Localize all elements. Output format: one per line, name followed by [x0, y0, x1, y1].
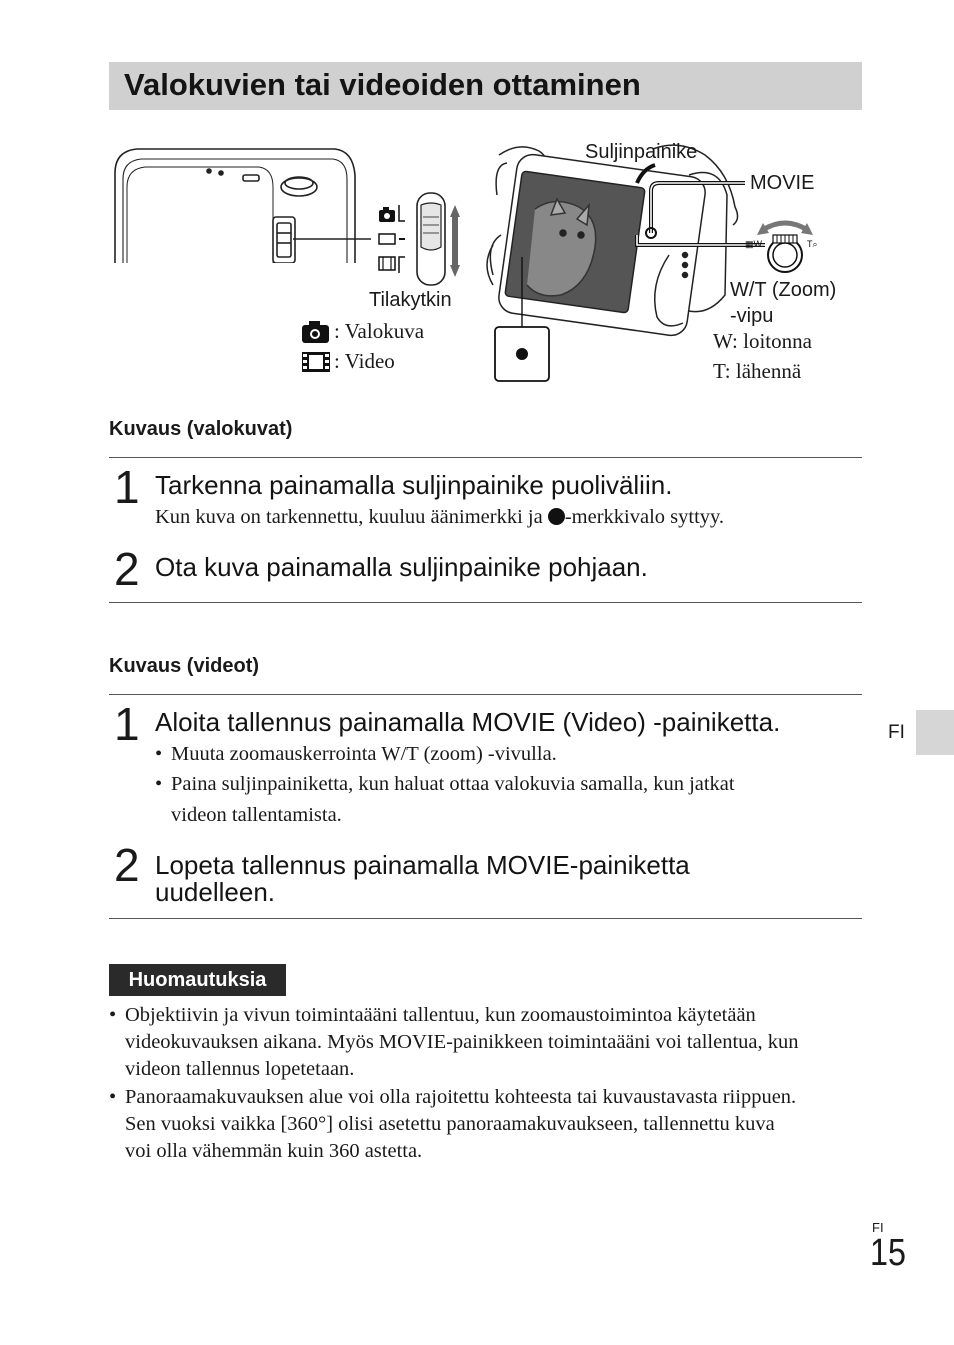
- svg-text:T⌕: T⌕: [807, 239, 818, 249]
- step-number: 1: [114, 461, 140, 513]
- photo-mode-label: : Valokuva: [334, 319, 425, 343]
- page-title: Valokuvien tai videoiden ottaminen: [124, 67, 641, 102]
- divider: [109, 457, 862, 458]
- note-item: • Panoraamakuvauksen alue voi olla rajoitettu kohteesta tai kuvaustavasta riippuen. Sen vuoksi vaikka [360°] olisi asetettu panoraamakuvaukseen, tallennettu kuva voi olla vähemmän kuin 360 astetta.: [109, 1086, 797, 1162]
- step-text-continuation: uudelleen.: [155, 877, 275, 907]
- page-language: FI: [872, 1220, 884, 1235]
- camera-back-view: [115, 149, 355, 265]
- zoom-w-label: W: loitonna: [713, 329, 812, 353]
- step-text: Lopeta tallennus painamalla MOVIE-painiketta: [155, 850, 690, 880]
- panorama-icon: [379, 234, 405, 244]
- note-item: • Objektiivin ja vivun toimintaääni tallentuu, kun zoomaustoimintoa käytetään videokuvauksen aikana. Myös MOVIE-painikkeen toimintaääni voi tallentua, kun videon tallennus lopetetaan.: [109, 1004, 799, 1080]
- zoom-lever-label: W/T (Zoom): [730, 279, 837, 301]
- video-mode-label: : Video: [334, 349, 395, 373]
- step-text: Tarkenna painamalla suljinpainike puoliväliin.: [155, 470, 673, 500]
- svg-text:▦W: ▦W: [745, 239, 762, 249]
- photos-heading: Kuvaus (valokuvat): [109, 418, 293, 440]
- film-icon: [301, 350, 331, 374]
- zoom-lever: [745, 223, 818, 272]
- film-icon: [379, 257, 405, 273]
- page-number: 15: [870, 1232, 906, 1274]
- language-tab: [916, 710, 954, 755]
- zoom-t-label: T: lähennä: [713, 359, 802, 383]
- divider: [109, 602, 862, 603]
- step-number: 2: [114, 543, 140, 595]
- mode-slider: [417, 193, 460, 285]
- step-text: Aloita tallennus painamalla MOVIE (Video) -painiketta.: [155, 707, 781, 737]
- language-tab-label: FI: [888, 722, 905, 743]
- divider: [109, 694, 862, 695]
- bullet-item-continuation: videon tallentamista.: [171, 804, 342, 826]
- movie-label: MOVIE: [750, 172, 815, 194]
- bullet-item: • Paina suljinpainiketta, kun haluat ottaa valokuvia samalla, kun jatkat: [155, 773, 735, 795]
- step-number: 2: [114, 839, 140, 891]
- focus-indicator-icon: [548, 508, 565, 525]
- zoom-lever-label-2: -vipu: [730, 305, 774, 327]
- videos-heading: Kuvaus (videot): [109, 655, 260, 677]
- shutter-label: Suljinpainike: [585, 141, 698, 163]
- camera-in-hands: [487, 145, 738, 337]
- camera-icon: [379, 205, 405, 222]
- divider: [109, 918, 862, 919]
- bullet-item: • Muuta zoomauskerrointa W/T (zoom) -vivulla.: [155, 743, 557, 765]
- mode-switch-label: Tilakytkin: [369, 289, 452, 311]
- step-text: Ota kuva painamalla suljinpainike pohjaan.: [155, 552, 648, 582]
- notes-heading: Huomautuksia: [109, 964, 286, 996]
- camera-icon: [301, 320, 331, 344]
- step-detail: Kun kuva on tarkennettu, kuuluu äänimerkki ja -merkkivalo syttyy.: [155, 506, 725, 528]
- step-number: 1: [114, 698, 140, 750]
